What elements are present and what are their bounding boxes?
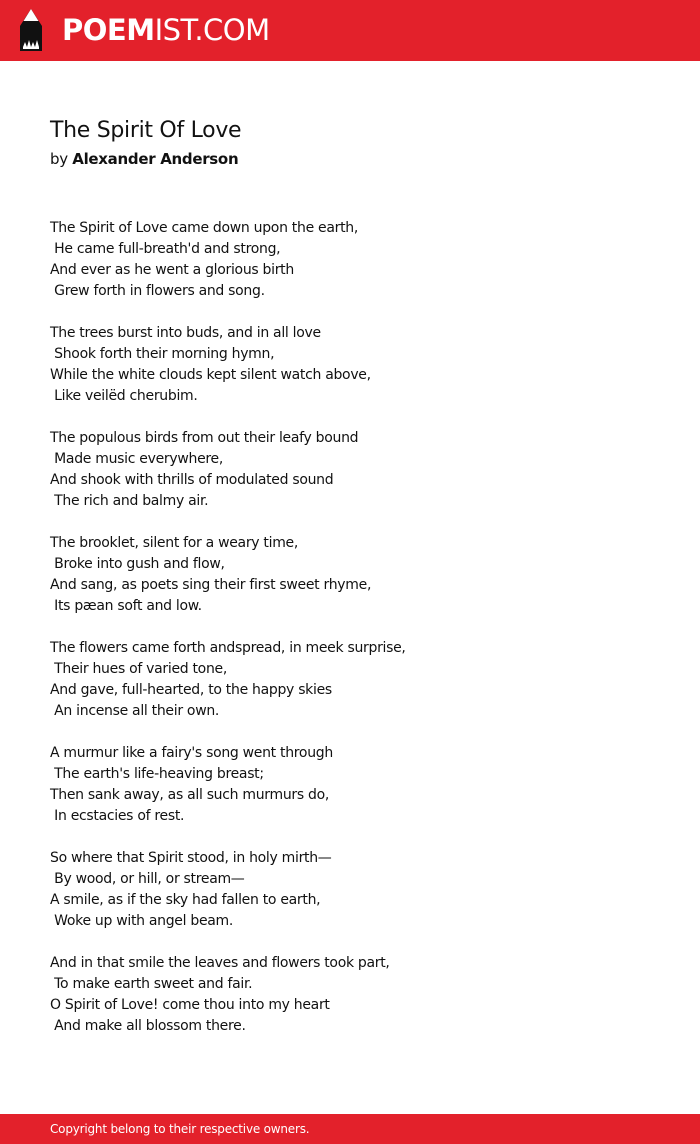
poem-body	[50, 218, 670, 1058]
poem-line: The populous birds from out their leafy bound	[50, 430, 359, 446]
poem-line: Shook forth their morning hymn,	[50, 346, 275, 362]
poem-line: Like veilëd cherubim.	[50, 388, 198, 404]
poem-line: And shook with thrills of modulated sound	[50, 472, 334, 488]
by-label: by	[50, 150, 68, 168]
author-name: Alexander Anderson	[72, 150, 239, 168]
poem-line: The Spirit of Love came down upon the earth,	[50, 220, 358, 236]
poem-line: Then sank away, as all such murmurs do,	[50, 787, 330, 803]
poem-line: Its pæan soft and low.	[50, 598, 202, 614]
poem-line: A smile, as if the sky had fallen to earth,	[50, 892, 321, 908]
poem-line: O Spirit of Love! come thou into my heart	[50, 997, 330, 1013]
poem-stanza	[50, 638, 670, 722]
poem-line: Broke into gush and flow,	[50, 556, 225, 572]
poem-line: To make earth sweet and fair.	[50, 976, 253, 992]
poem-stanza	[50, 953, 670, 1037]
logo-light-text: IST.COM	[154, 13, 270, 47]
poem-stanza	[50, 323, 670, 407]
poem-line: Made music everywhere,	[50, 451, 224, 467]
poem-line: The brooklet, silent for a weary time,	[50, 535, 298, 551]
poem-line: While the white clouds kept silent watch above,	[50, 367, 371, 383]
poem-title: The Spirit Of Love	[50, 118, 242, 143]
poem-line: The trees burst into buds, and in all love	[50, 325, 321, 341]
poem-line: The flowers came forth andspread, in meek surprise,	[50, 640, 406, 656]
site-header	[0, 0, 700, 61]
poem-line: Grew forth in flowers and song.	[50, 283, 265, 299]
pencil-icon[interactable]	[17, 9, 45, 51]
site-logo[interactable]	[62, 11, 270, 49]
poem-line: And make all blossom there.	[50, 1018, 246, 1034]
poem-line: Woke up with angel beam.	[50, 913, 234, 929]
poem-line: And ever as he went a glorious birth	[50, 262, 294, 278]
site-footer	[0, 1114, 700, 1144]
poem-stanza	[50, 533, 670, 617]
poem-line: By wood, or hill, or stream—	[50, 871, 245, 887]
poem-line: The rich and balmy air.	[50, 493, 209, 509]
poem-line: The earth's life-heaving breast;	[50, 766, 264, 782]
poem-byline	[50, 148, 238, 170]
copyright-notice: Copyright belong to their respective owners.	[50, 1122, 310, 1136]
poem-line: And gave, full-hearted, to the happy skies	[50, 682, 332, 698]
poem-stanza	[50, 848, 670, 932]
poem-line: In ecstacies of rest.	[50, 808, 185, 824]
poem-line: And sang, as poets sing their first sweet rhyme,	[50, 577, 372, 593]
poem-line: Their hues of varied tone,	[50, 661, 227, 677]
poem-stanza	[50, 428, 670, 512]
logo-bold-text: POEM	[62, 13, 155, 47]
poem-line: So where that Spirit stood, in holy mirth—	[50, 850, 332, 866]
poem-stanza	[50, 218, 670, 302]
poem-line: A murmur like a fairy's song went through	[50, 745, 333, 761]
poem-line: An incense all their own.	[50, 703, 220, 719]
poem-stanza	[50, 743, 670, 827]
poem-line: He came full-breath'd and strong,	[50, 241, 281, 257]
poem-line: And in that smile the leaves and flowers took part,	[50, 955, 390, 971]
